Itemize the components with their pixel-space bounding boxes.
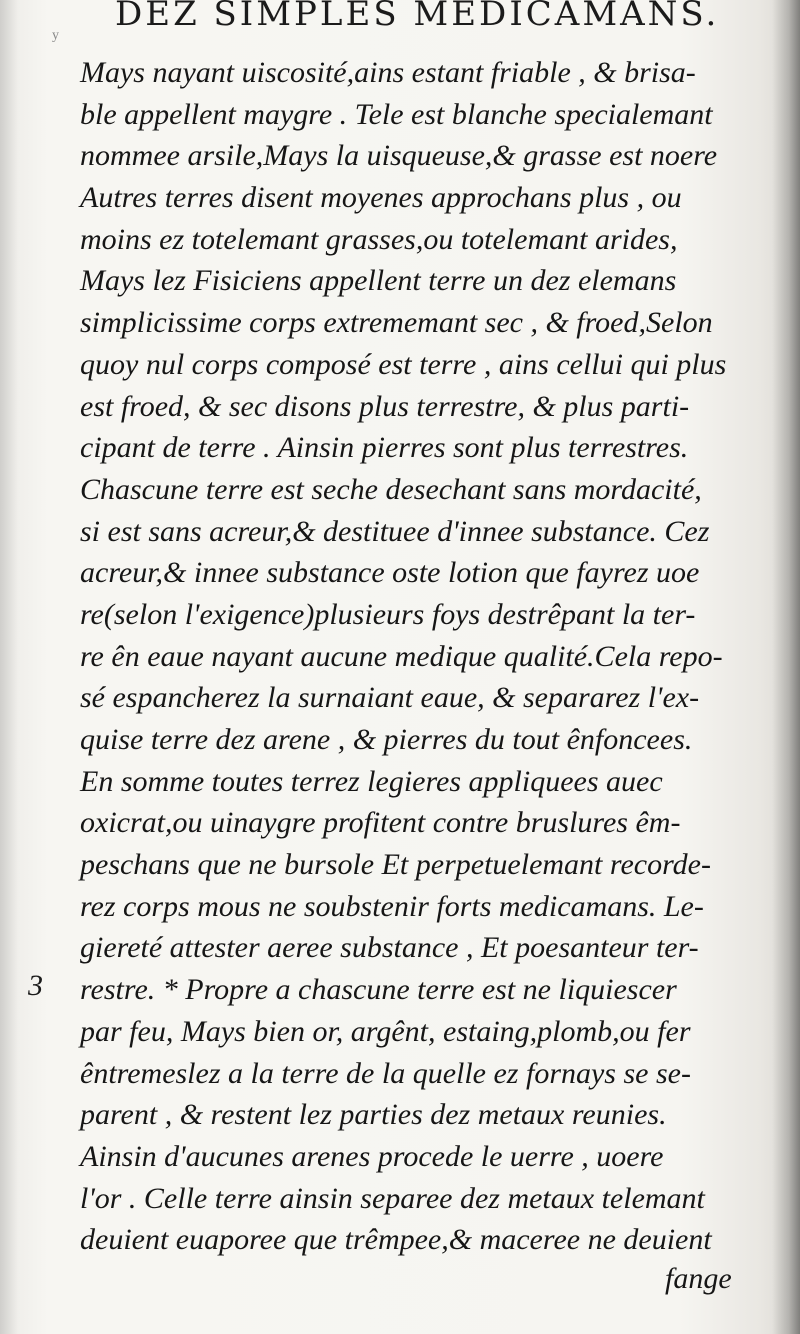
text-line: si est sans acreur,& destituee d'innee substance. Cez (80, 514, 710, 548)
text-line: deuient euaporee que trêmpee,& maceree ne deuient (80, 1223, 712, 1257)
text-line: par feu, Mays bien or, argênt, estaing,plomb,ou fer (80, 1014, 691, 1048)
text-line: sé espancherez la surnaiant eaue, & separarez l'ex- (80, 681, 700, 715)
text-line: Mays nayant uiscosité,ains estant friable , & brisa- (80, 56, 696, 89)
text-line: acreur,& innee substance oste lotion que fayrez uoe (80, 556, 700, 590)
text-line: Chascune terre est seche desechant sans mordacité, (80, 472, 702, 506)
text-line: est froed, & sec disons plus terrestre, & plus parti- (80, 389, 690, 423)
gutter-shadow (0, 0, 18, 1334)
text-line: simplicissime corps extrememant sec , & froed,Selon (80, 306, 713, 340)
body-text (80, 52, 760, 1261)
text-line: quoy nul corps composé est terre , ains cellui qui plus (80, 347, 727, 381)
text-line: moins ez totelemant grasses,ou totelemant arides, (80, 222, 678, 256)
text-line: rez corps mous ne soubstenir forts medicamans. Le- (80, 889, 704, 923)
margin-mark: y (52, 28, 59, 43)
text-line: restre. * Propre a chascune terre est ne liquiescer (80, 973, 677, 1007)
text-line: Autres terres disent moyenes approchans plus , ou (80, 181, 682, 215)
text-line: l'or . Celle terre ainsin separee dez metaux telemant (80, 1181, 705, 1215)
margin-note-number: 3 (28, 969, 43, 1002)
text-line: re ên eaue nayant aucune medique qualité.Cela repo- (80, 639, 723, 673)
text-line: oxicrat,ou uinaygre profitent contre bruslures êm- (80, 806, 681, 840)
catchword: fange (665, 1262, 732, 1295)
page-edge-shadow (772, 0, 800, 1334)
text-line: parent , & restent lez parties dez metaux reunies. (80, 1098, 667, 1132)
text-line: En somme toutes terrez legieres appliquees auec (80, 764, 663, 798)
text-line: giereté attester aeree substance , Et poesanteur ter- (80, 931, 699, 965)
text-line: cipant de terre . Ainsin pierres sont plus terrestres. (80, 431, 689, 465)
text-line: êntremeslez a la terre de la quelle ez fornays se se- (80, 1056, 691, 1090)
text-line: re(selon l'exigence)plusieurs foys destrêpant la ter- (80, 597, 696, 631)
text-line: ble appellent maygre . Tele est blanche specialemant (80, 97, 713, 131)
text-line: Ainsin d'aucunes arenes procede le uerre , uoere (80, 1139, 664, 1173)
text-line: quise terre dez arene , & pierres du tout ênfoncees. (80, 723, 693, 756)
text-line: Mays lez Fisiciens appellent terre un dez elemans (80, 264, 677, 298)
text-line: nommee arsile,Mays la uisqueuse,& grasse est noere (80, 139, 718, 173)
running-title: DEZ SIMPLES MEDICAMANS. (115, 0, 720, 34)
text-line: peschans que ne bursole Et perpetuelemant recorde- (80, 848, 711, 882)
